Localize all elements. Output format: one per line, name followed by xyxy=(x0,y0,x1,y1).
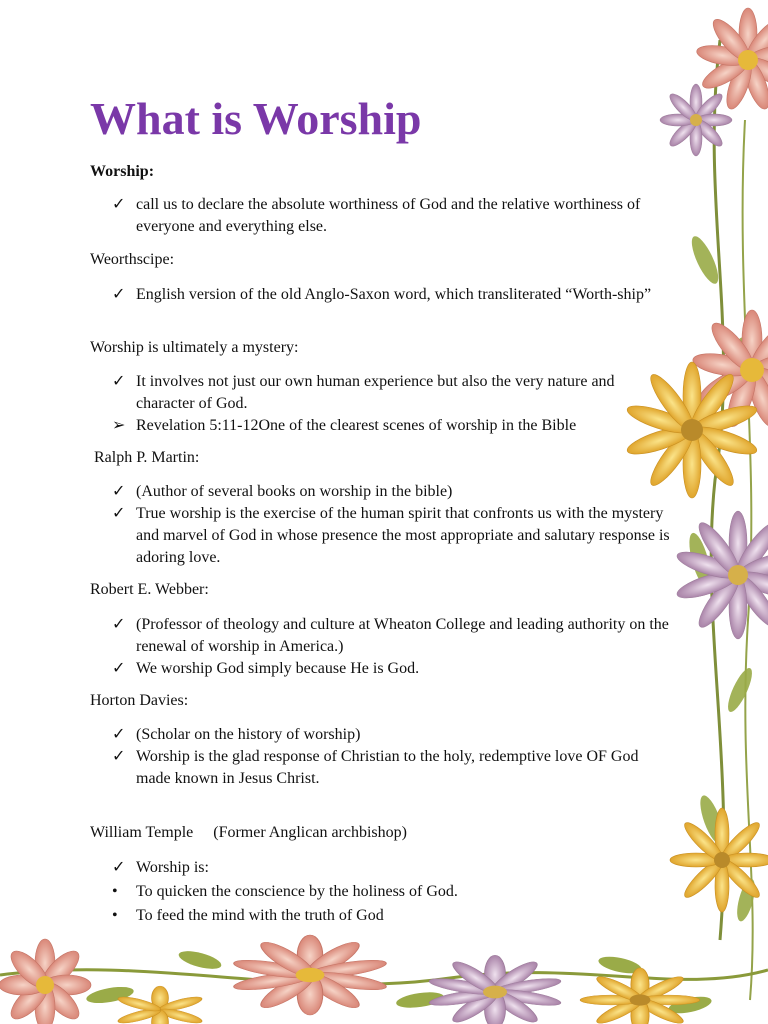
bullet-icon: • xyxy=(112,907,118,924)
checkmark-icon: ✓ xyxy=(112,286,126,303)
section-heading-horton-davies: Horton Davies: xyxy=(90,692,189,709)
checkmark-icon: ✓ xyxy=(112,196,126,213)
list-item-text: Worship is: xyxy=(136,859,209,876)
list-item-text: We worship God simply because He is God. xyxy=(136,660,420,677)
list-item-text: It involves not just our own human experience but also the very nature and character of God. xyxy=(136,373,615,412)
list-item-text: To feed the mind with the truth of God xyxy=(136,907,384,924)
section-heading-weorthscipe: Weorthscipe: xyxy=(90,251,175,268)
checkmark-icon: ✓ xyxy=(112,726,126,743)
section-heading-william-temple: William Temple (Former Anglican archbishop) xyxy=(90,824,407,841)
checkmark-icon: ✓ xyxy=(112,616,126,633)
list-item-text: True worship is the exercise of the human spirit that confronts us with the mystery and marvel of God in whose presence the most appropriate and salutary response is adoring love. xyxy=(136,505,670,566)
section-heading-robert-webber: Robert E. Webber: xyxy=(90,581,209,598)
section-heading-worship: Worship: xyxy=(90,163,155,180)
arrow-bullet-icon: ➢ xyxy=(112,417,126,434)
checkmark-icon: ✓ xyxy=(112,748,126,765)
list-item-text: call us to declare the absolute worthiness of God and the relative worthiness of everyone and everything else. xyxy=(136,196,641,235)
list-item-text: (Scholar on the history of worship) xyxy=(136,726,361,743)
checkmark-icon: ✓ xyxy=(112,859,126,876)
section-heading-mystery: Worship is ultimately a mystery: xyxy=(90,339,299,356)
list-item-text: (Author of several books on worship in the bible) xyxy=(136,483,453,500)
checkmark-icon: ✓ xyxy=(112,483,126,500)
list-item-text: Worship is the glad response of Christian to the holy, redemptive love OF God made known in Jesus Christ. xyxy=(136,748,639,787)
checkmark-icon: ✓ xyxy=(112,373,126,390)
checkmark-icon: ✓ xyxy=(112,505,126,522)
list-item-text: English version of the old Anglo-Saxon word, which transliterated “Worth-ship” xyxy=(136,286,652,303)
bullet-icon: • xyxy=(112,883,118,900)
list-item-text: To quicken the conscience by the holiness of God. xyxy=(136,883,458,900)
list-item-text: Revelation 5:11-12One of the clearest scenes of worship in the Bible xyxy=(136,417,577,434)
page-title: What is Worship xyxy=(90,93,422,144)
section-heading-ralph-martin: Ralph P. Martin: xyxy=(94,449,200,466)
checkmark-icon: ✓ xyxy=(112,660,126,677)
list-item-text: (Professor of theology and culture at Wheaton College and leading authority on the renewal of worship in America.) xyxy=(136,616,669,655)
